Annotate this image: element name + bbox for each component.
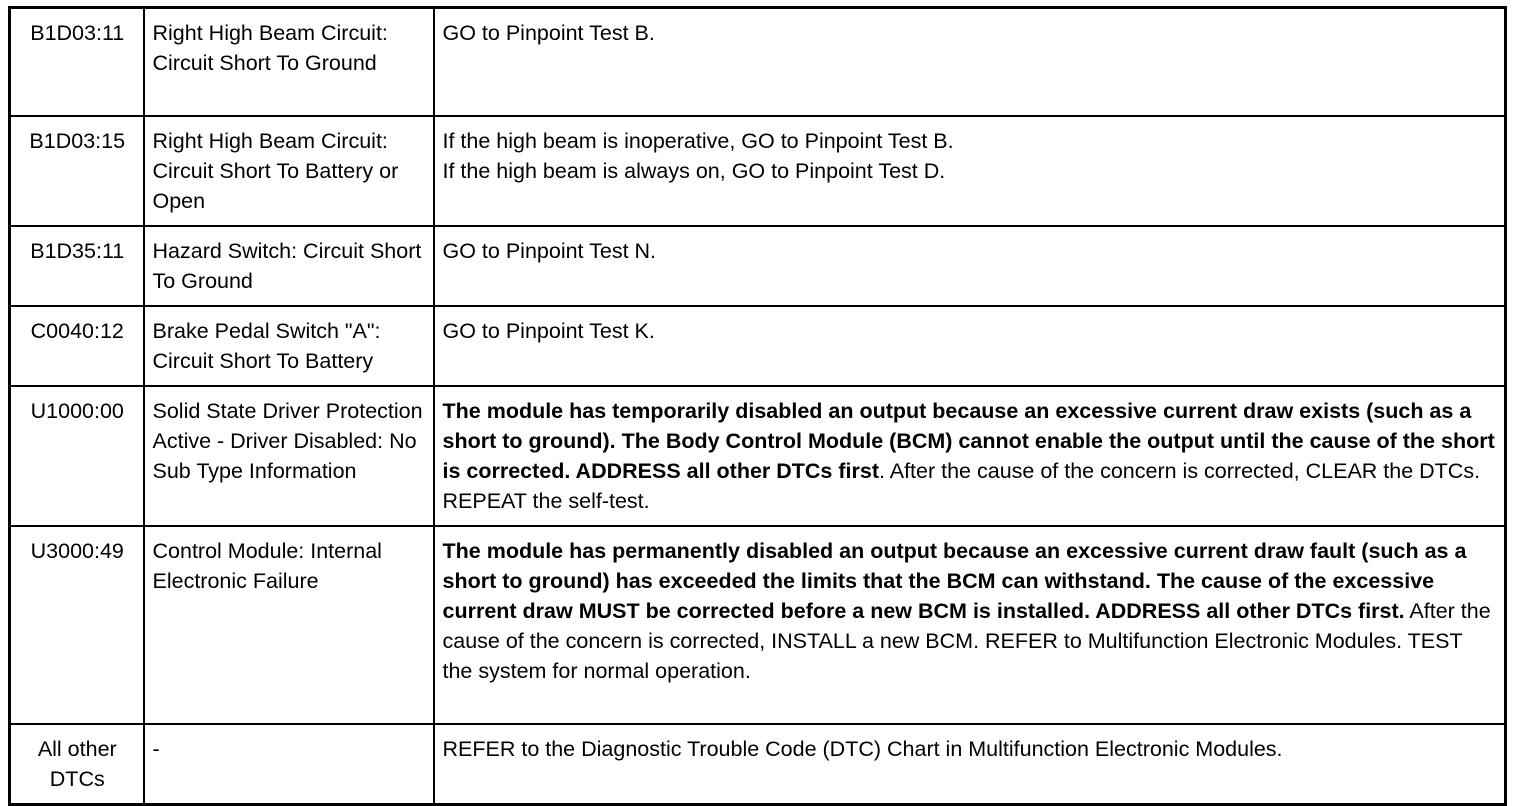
- table-row: [10, 306, 1506, 386]
- dtc-description: Solid State Driver Protection Active - Driver Disabled: No Sub Type Information: [144, 386, 434, 526]
- action-text: After the cause of the concern is corrected, INSTALL a new BCM. REFER to Multifunction Electronic Modules. TEST the system for normal operation.: [442, 598, 1491, 683]
- action-bold-text: The module has temporarily disabled an output because an excessive current draw exists (such as a short to ground). The Body Control Module (BCM) cannot enable the output until the cause of the short is corrected. ADDRESS all other DTCs first: [442, 398, 1495, 483]
- dtc-code: U1000:00: [10, 386, 144, 526]
- dtc-description: Brake Pedal Switch "A": Circuit Short To Battery: [144, 306, 434, 386]
- dtc-action: [434, 116, 1506, 226]
- table-row: [10, 526, 1506, 724]
- dtc-code: B1D03:11: [10, 8, 144, 116]
- action-text: If the high beam is inoperative, GO to Pinpoint Test B.: [442, 128, 954, 153]
- dtc-code: C0040:12: [10, 306, 144, 386]
- dtc-action: [434, 306, 1506, 386]
- action-text: GO to Pinpoint Test K.: [442, 318, 655, 343]
- table-row: [10, 386, 1506, 526]
- table-row: [10, 8, 1506, 116]
- action-text: REFER to the Diagnostic Trouble Code (DTC) Chart in Multifunction Electronic Modules.: [442, 736, 1283, 761]
- dtc-code: B1D35:11: [10, 226, 144, 306]
- dtc-action: [434, 724, 1506, 805]
- dtc-action: [434, 8, 1506, 116]
- dtc-description: Hazard Switch: Circuit Short To Ground: [144, 226, 434, 306]
- dtc-description: Right High Beam Circuit: Circuit Short To Battery or Open: [144, 116, 434, 226]
- action-bold-text: The module has permanently disabled an output because an excessive current draw fault (such as a short to ground) has exceeded the limits that the BCM can withstand. The cause of the excessive current draw MUST be corrected before a new BCM is installed. ADDRESS all other DTCs first.: [442, 538, 1467, 623]
- action-text: If the high beam is always on, GO to Pinpoint Test D.: [442, 158, 946, 183]
- dtc-code: B1D03:15: [10, 116, 144, 226]
- table-row: [10, 116, 1506, 226]
- dtc-action: [434, 226, 1506, 306]
- dtc-action: [434, 526, 1506, 724]
- dtc-description: -: [144, 724, 434, 805]
- action-text: GO to Pinpoint Test B.: [442, 21, 655, 45]
- table-row: [10, 724, 1506, 805]
- dtc-code: U3000:49: [10, 526, 144, 724]
- dtc-code: All other DTCs: [10, 724, 144, 805]
- dtc-description: Right High Beam Circuit: Circuit Short To Ground: [144, 8, 434, 116]
- table-row: [10, 226, 1506, 306]
- action-text: . After the cause of the concern is corrected, CLEAR the DTCs. REPEAT the self-test.: [442, 458, 1481, 513]
- dtc-table: [8, 6, 1507, 806]
- action-text: GO to Pinpoint Test N.: [442, 238, 657, 263]
- dtc-action: [434, 386, 1506, 526]
- dtc-description: Control Module: Internal Electronic Failure: [144, 526, 434, 724]
